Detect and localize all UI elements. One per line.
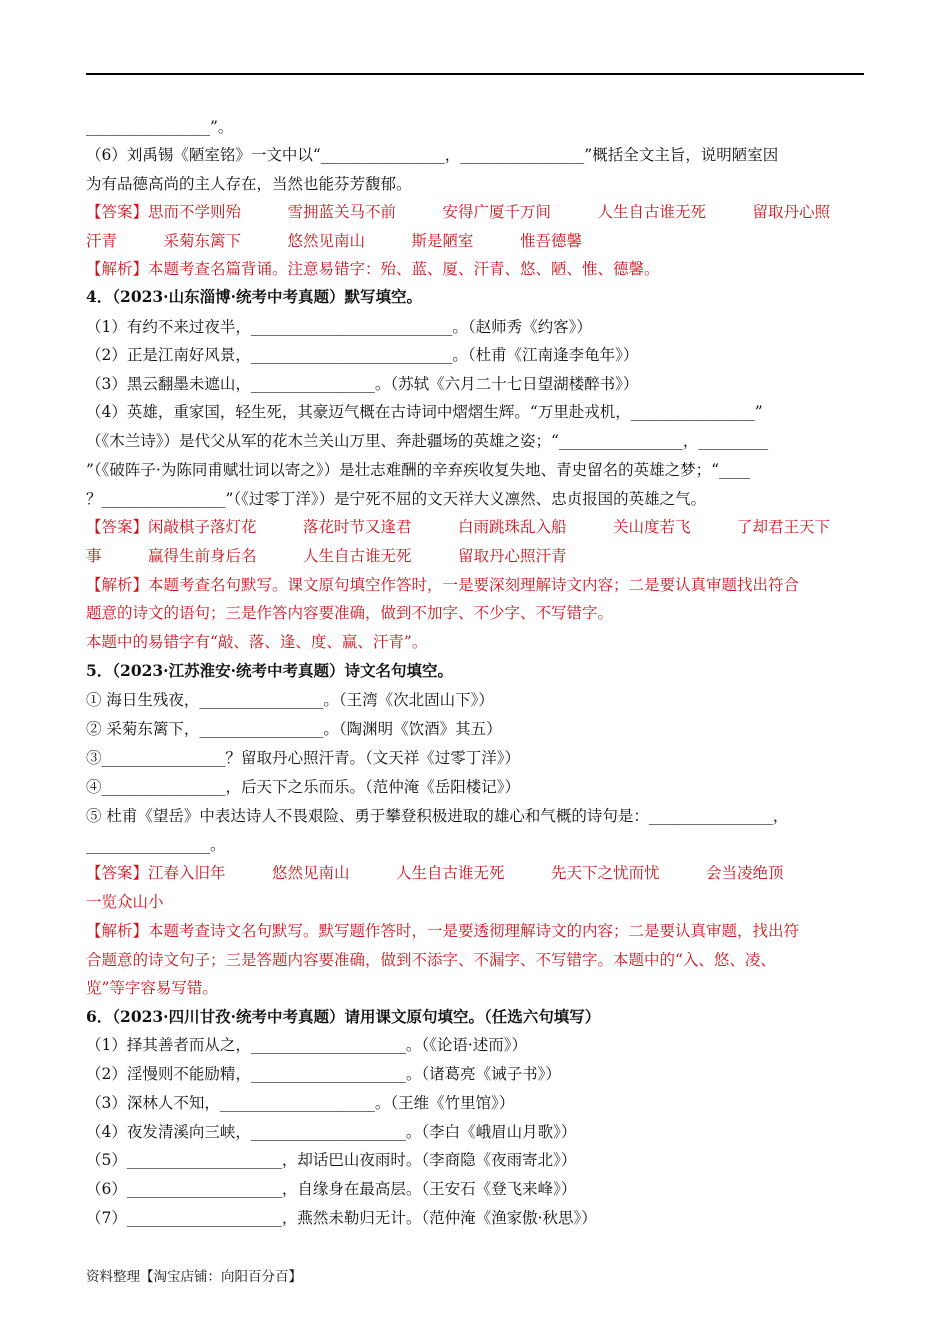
text-line: （6）____________________，自缘身在最高层。（王安石《登飞来峰》） <box>86 1180 577 1198</box>
answer-text-line: 本题中的易错字有“敲、落、逢、度、赢、汗青”。 <box>86 633 428 651</box>
answer-text-line: 合题意的诗文句子；三是答题内容要准确，做到不添字、不漏字、不写错字。本题中的“入、悠、凌、 <box>86 951 776 969</box>
text-line: ⑤ 杜甫《望岳》中表达诗人不畏艰险、勇于攀登积极进取的雄心和气概的诗句是：________________， <box>86 807 789 825</box>
text-line: （4）夜发清溪向三峡，____________________。（李白《峨眉山月歌》） <box>86 1123 577 1141</box>
text-line: （3）黑云翻墨未遮山，________________。（苏轼《六月二十七日望湖楼醉书》） <box>86 375 639 393</box>
answer-text-line: 【答案】江春入旧年 悠然见南山 人生自古谁无死 先天下之忧而忧 会当凌绝顶 <box>86 864 784 882</box>
answer-text-line: 题意的诗文的语句；三是作答内容要准确，做到不加字、不少字、不写错字。 <box>86 604 614 622</box>
question-heading: 5．（2023·江苏淮安·统考中考真题）诗文名句填空。 <box>86 661 453 680</box>
text-line: ① 海日生残夜，________________。（王湾《次北固山下》） <box>86 691 494 709</box>
text-line: ________________。 <box>86 836 226 854</box>
page-footer: 资料整理【淘宝店铺：向阳百分百】 <box>86 1269 302 1285</box>
text-line: （2）正是江南好风景，__________________________。（杜甫《江南逢李龟年》） <box>86 346 639 364</box>
text-line: 为有品德高尚的主人存在，当然也能芬芳馥郁。 <box>86 175 412 193</box>
text-line: （5）____________________，却话巴山夜雨时。（李商隐《夜雨寄北》） <box>86 1151 577 1169</box>
answer-text-line: 览”等字容易写错。 <box>86 979 218 997</box>
text-line: ？________________”（《过零丁洋》）是宁死不屈的文天祥大义凛然、忠贞报国的英雄之气。 <box>86 490 707 508</box>
text-line: （2）淫慢则不能励精，____________________。（诸葛亮《诫子书》） <box>86 1065 561 1083</box>
text-line: ② 采菊东篱下，________________。（陶渊明《饮酒》其五） <box>86 720 502 738</box>
answer-text-line: 【答案】思而不学则殆 雪拥蓝关马不前 安得广厦千万间 人生自古谁无死 留取丹心照 <box>86 203 831 221</box>
text-line: （6）刘禹锡《陋室铭》一文中以“________________，________________”概括全文主旨，说明陋室因 <box>86 146 779 164</box>
question-heading: 4．（2023·山东淄博·统考中考真题）默写填空。 <box>86 287 422 306</box>
text-line: ”（《破阵子·为陈同甫赋壮词以寄之》）是壮志难酬的辛弃疾收复失地、青史留名的英雄之梦；“____ <box>86 461 751 479</box>
text-line: ________________”。 <box>86 118 234 136</box>
text-line: （1）有约不来过夜半，__________________________。（赵师秀《约客》） <box>86 318 592 336</box>
text-line: （《木兰诗》）是代父从军的花木兰关山万里、奔赴疆场的英雄之姿；“________________，_________ <box>86 432 769 450</box>
answer-text-line: 【解析】本题考查诗文名句默写。默写题作答时，一是要透彻理解诗文的内容；二是要认真审题，找出符 <box>86 922 800 940</box>
text-line: （1）择其善者而从之，____________________。（《论语·述而》） <box>86 1036 528 1054</box>
answer-text-line: 【答案】闲敲棋子落灯花 落花时节又逢君 白雨跳珠乱入船 关山度若飞 了却君王天下 <box>86 518 831 536</box>
question-heading: 6．（2023·四川甘孜·统考中考真题）请用课文原句填空。（任选六句填写） <box>86 1007 601 1026</box>
answer-text-line: 一览众山小 <box>86 893 164 911</box>
text-line: ③________________？留取丹心照汗青。（文天祥《过零丁洋》） <box>86 749 521 767</box>
text-line: （7）____________________，燕然未勒归无计。（范仲淹《渔家傲·秋思》） <box>86 1209 597 1227</box>
answer-text-line: 事 赢得生前身后名 人生自古谁无死 留取丹心照汗青 <box>86 547 567 565</box>
answer-text-line: 【解析】本题考查名篇背诵。注意易错字：殆、蓝、厦、汗青、悠、陋、惟、德馨。 <box>86 260 660 278</box>
text-line: ④________________，后天下之乐而乐。（范仲淹《岳阳楼记》） <box>86 778 521 796</box>
answer-text-line: 汗青 采菊东篱下 悠然见南山 斯是陋室 惟吾德馨 <box>86 232 583 250</box>
text-line: （3）深林人不知，____________________。（王维《竹里馆》） <box>86 1094 515 1112</box>
answer-text-line: 【解析】本题考查名句默写。课文原句填空作答时，一是要深刻理解诗文内容；二是要认真审题找出符合 <box>86 576 800 594</box>
header-rule <box>86 73 864 75</box>
text-line: （4）英雄，重家国，轻生死，其豪迈气概在古诗词中熠熠生辉。“万里赴戎机，________________” <box>86 403 763 421</box>
